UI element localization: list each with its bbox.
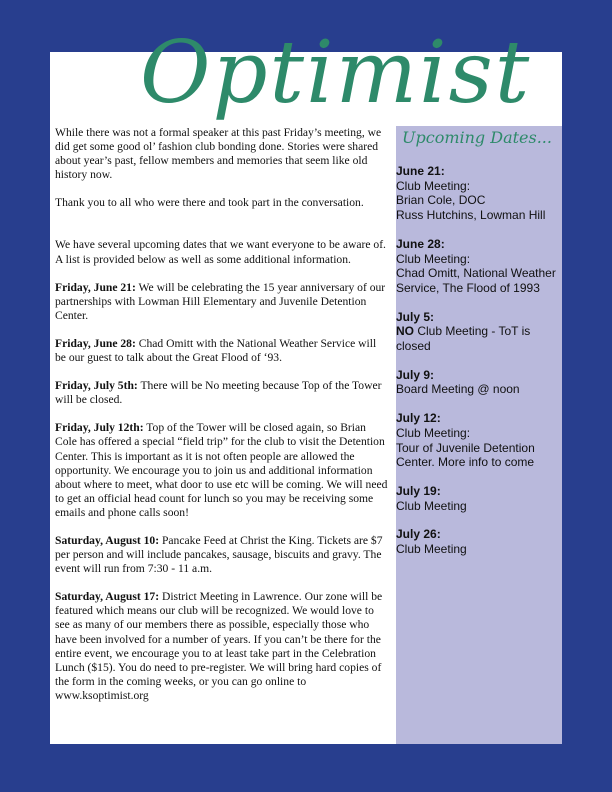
events-list — [396, 164, 556, 571]
article-item — [55, 337, 388, 365]
article-item-text: Pancake Feed at Christ the King. Tickets are $7 per person and will include pancakes, sausage, biscuits and gravy. The event will run from 7:30 - 11 a.m. — [55, 533, 383, 576]
event-date: June 28: — [396, 236, 445, 251]
event-line-text: Club Meeting - ToT is closed — [396, 324, 531, 354]
upcoming-intro-paragraph: We have several upcoming dates that we want everyone to be aware of. A list is provided below as well as some additional information. — [55, 238, 386, 266]
thanks-paragraph: Thank you to all who were there and took part in the conversation. — [55, 196, 364, 210]
masthead-title: Optimist — [140, 23, 532, 123]
event-item — [396, 368, 556, 397]
event-line: Club Meeting: — [396, 251, 471, 266]
article-item-text: There will be No meeting because Top of the Tower will be closed. — [55, 379, 382, 407]
event-item — [396, 237, 556, 296]
event-item — [396, 310, 556, 354]
event-line: Russ Hutchins, Lowman Hill — [396, 208, 546, 223]
event-line: Chad Omitt, National Weather Service, The Flood of 1993 — [396, 266, 556, 295]
sidebar-title: Upcoming Dates... — [402, 128, 552, 147]
event-line: Club Meeting: — [396, 178, 471, 193]
article-item-text: Top of the Tower will be closed again, so Brian Cole has offered a special “field trip” for the club to visit the Detention Center. This is important as it is not often people are allowed the opportunity. We encourage you to join us and additional information about where to meet, what door to use etc will be coming. We will need to get an official head count for lunch so you may be receiving some emails and phone calls soon! — [55, 421, 388, 519]
upcoming-dates-sidebar — [396, 126, 562, 744]
article-item-text: Chad Omitt with the National Weather Service will be our guest to talk about the Great Flood of ‘93. — [55, 336, 377, 365]
event-line: Club Meeting: — [396, 425, 471, 440]
event-date: July 5: — [396, 309, 435, 324]
event-line: Club Meeting — [396, 498, 467, 513]
article-body — [55, 126, 388, 717]
event-line: Tour of Juvenile Detention Center. More info to come — [396, 440, 535, 470]
event-item — [396, 164, 556, 223]
article-item-label: Saturday, August 10: — [55, 533, 160, 547]
event-line: Board Meeting @ noon — [396, 382, 520, 397]
article-item-text: District Meeting in Lawrence. Our zone will be featured which means our club will be recognized. We would love to see as many of our members there as possible, especially those who have been involved for a number of years. If you can’t be there for the entire event, we encourage you to at least take part in the Celebration Lunch ($15). You do need to pre-register. We will bring hard copies of the form in the coming weeks, or you can go online to www.ksoptimist.org — [55, 590, 383, 702]
article-item — [55, 421, 388, 520]
article-item-label: Friday, July 12th: — [55, 421, 144, 435]
article-item — [55, 281, 388, 323]
intro-paragraph: While there was not a formal speaker at this past Friday’s meeting, we did get some good ol’ fashion club bonding done. Stories were shared about year’s past, fellow members and memories that seem like old history now. — [55, 126, 382, 182]
article-item — [55, 534, 388, 576]
event-line: Club Meeting — [396, 542, 467, 557]
article-item-label: Friday, June 21: — [55, 280, 136, 294]
event-item — [396, 527, 556, 556]
event-item — [396, 484, 556, 513]
event-no-prefix: NO — [396, 324, 414, 339]
article-item-label: Friday, July 5th: — [55, 379, 138, 393]
event-item — [396, 411, 556, 470]
event-date: July 26: — [396, 527, 441, 542]
event-line — [396, 324, 556, 353]
article-item — [55, 379, 388, 407]
event-date: July 9: — [396, 367, 435, 382]
article-item-text: We will be celebrating the 15 year anniversary of our partnerships with Lowman Hill Elementary and Juvenile Detention Center. — [55, 280, 386, 322]
article-item — [55, 590, 388, 703]
event-date: June 21: — [396, 164, 445, 178]
article-item-label: Friday, June 28: — [55, 336, 136, 350]
event-line: Brian Cole, DOC — [396, 193, 486, 208]
event-date: July 12: — [396, 411, 441, 426]
event-date: July 19: — [396, 483, 441, 498]
article-item-label: Saturday, August 17: — [55, 590, 160, 604]
